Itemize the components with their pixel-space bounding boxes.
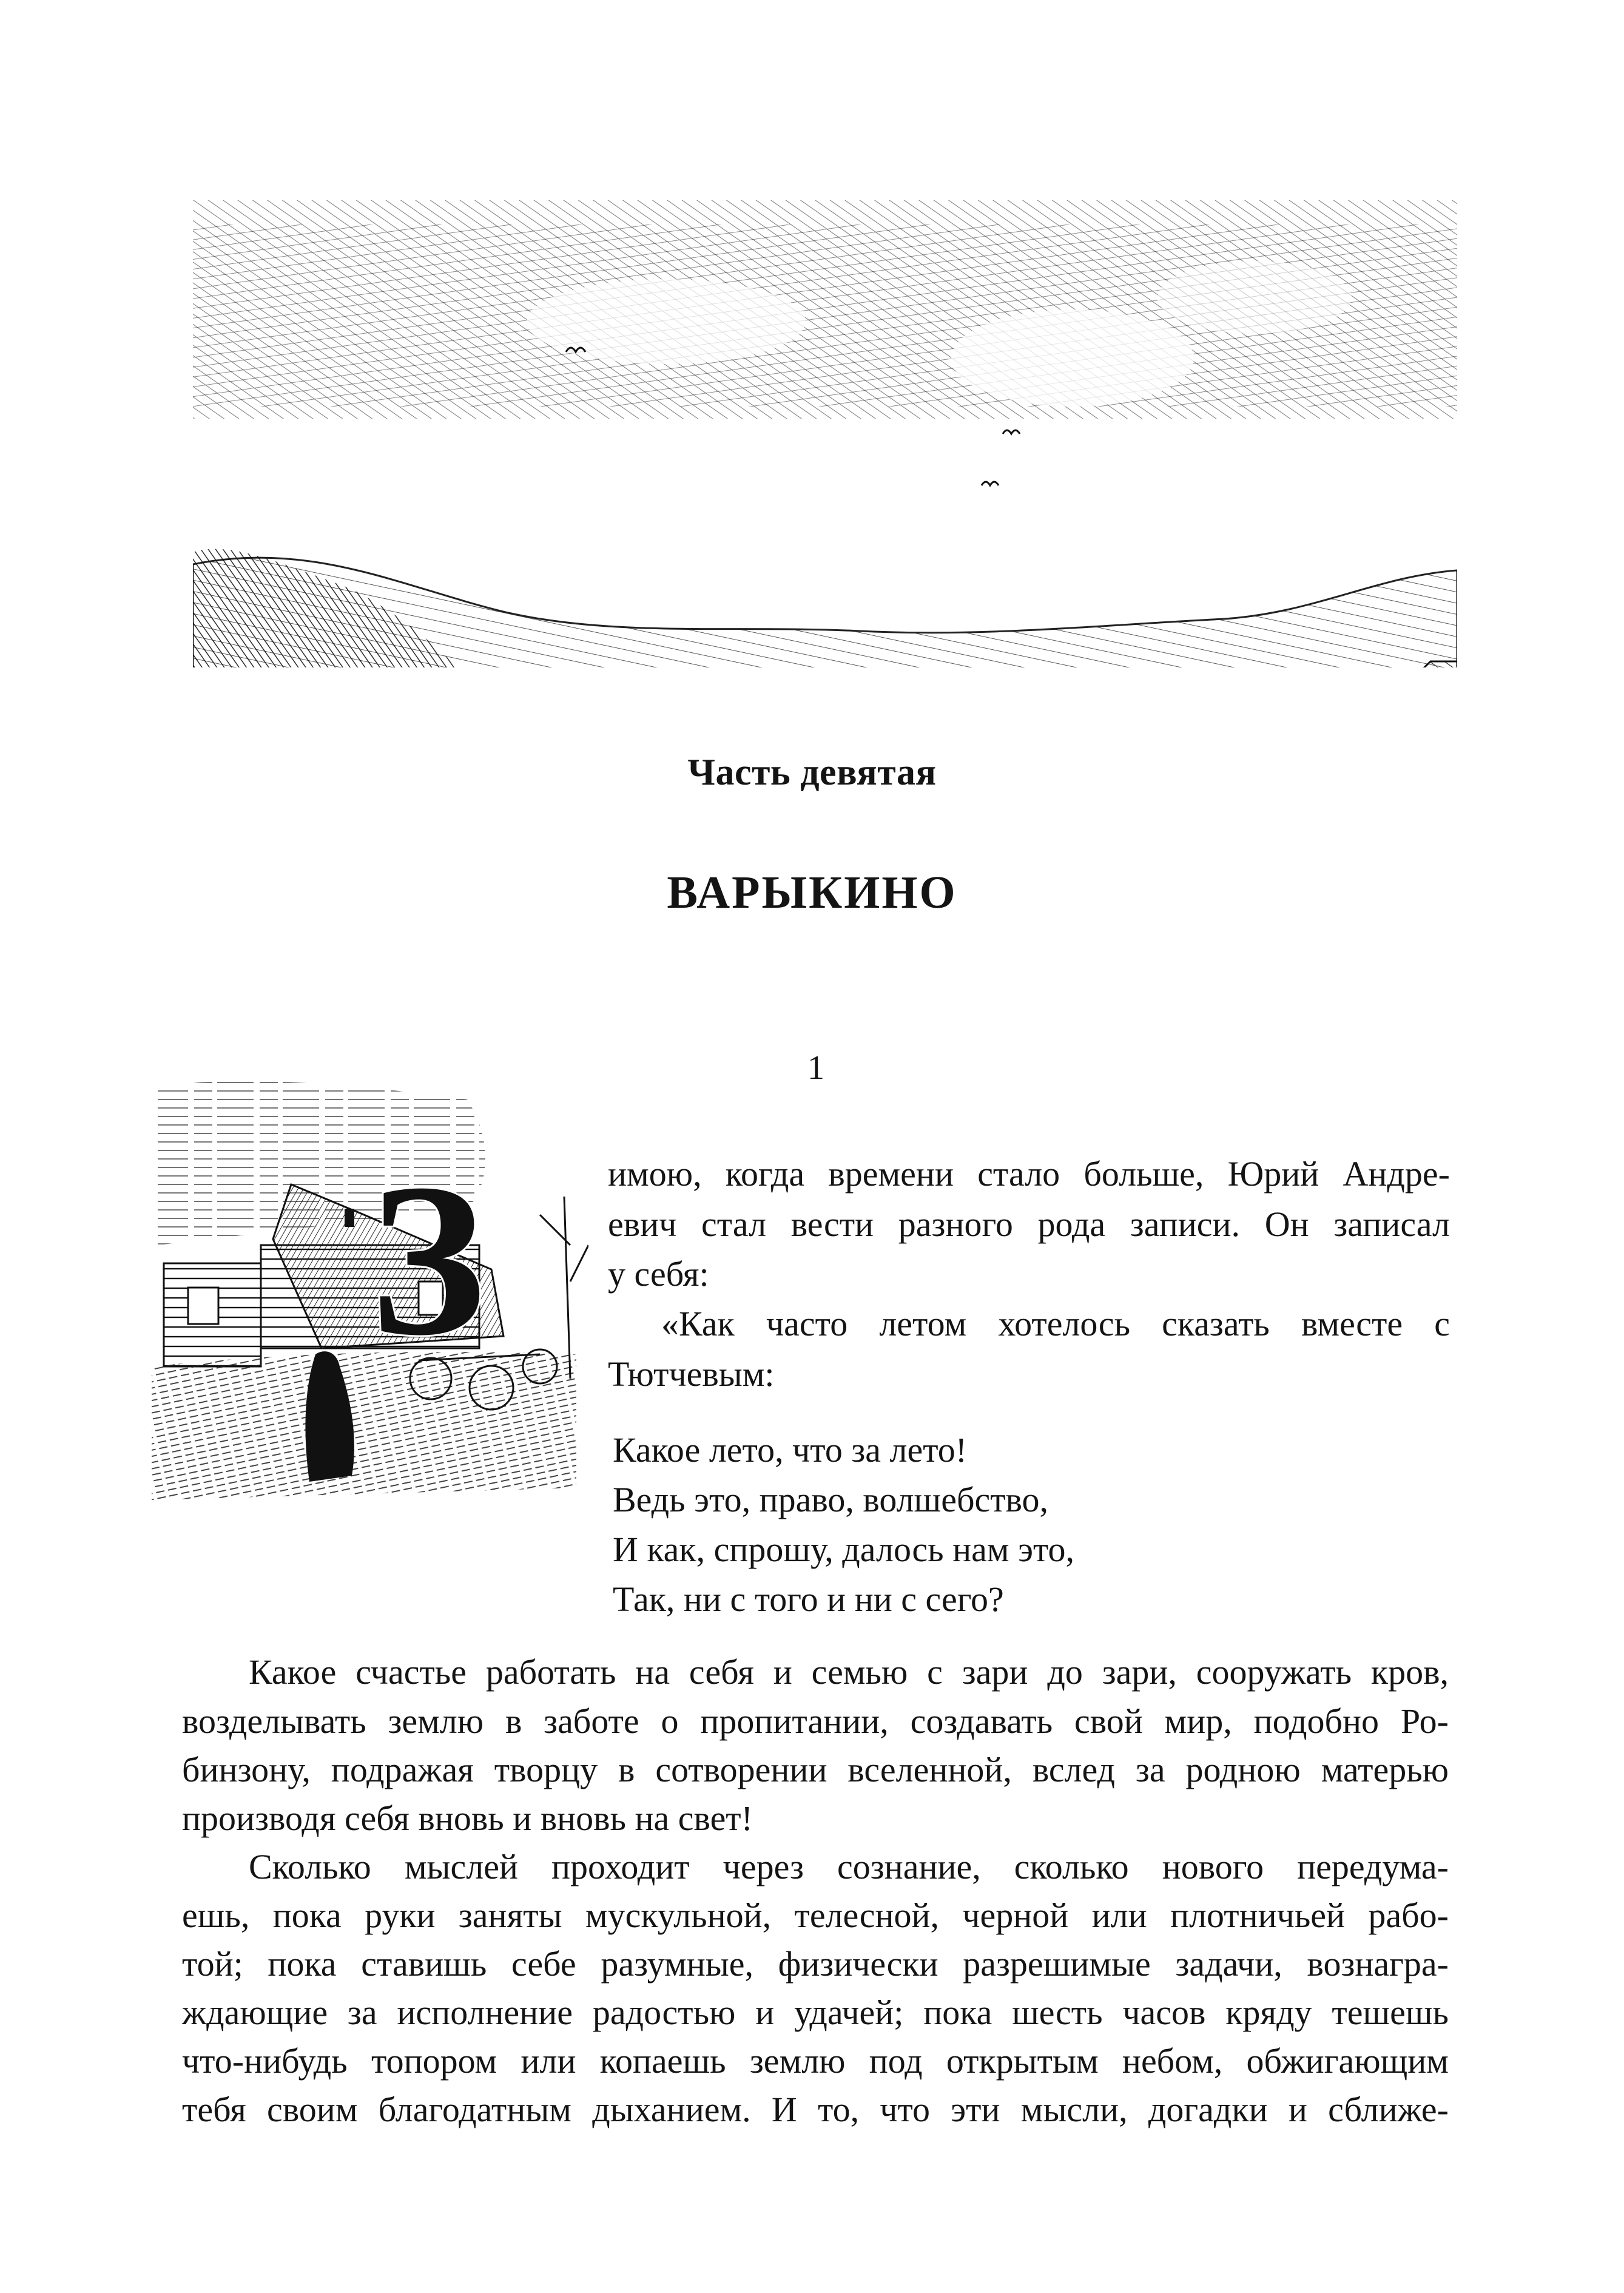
drop-cap-letter: З	[370, 1138, 486, 1380]
text-line: тебя своим благодатным дыханием. И то, что эти мысли, догадки и сближе-	[182, 2090, 1449, 2129]
landscape-illustration	[193, 200, 1457, 667]
text-line: у себя:	[608, 1254, 709, 1294]
part-title: Часть девятая	[687, 752, 937, 793]
section-number: 1	[807, 1049, 824, 1087]
verse-line: И как, спрошу, далось нам это,	[613, 1530, 1075, 1569]
text-line: производя себя вновь и вновь на свет!	[182, 1798, 753, 1838]
text-line: Тютчевым:	[608, 1354, 775, 1394]
verse-line: Какое лето, что за лето!	[613, 1430, 968, 1470]
text-line: «Как часто летом хотелось сказать вместе с	[661, 1304, 1450, 1343]
text-line: Какое счастье работать на себя и семью с зари до зари, сооружать кров,	[249, 1652, 1449, 1692]
text-line: что-нибудь топором или копаешь землю под открытым небом, обжигающим	[182, 2041, 1449, 2081]
text-line: бинзону, подражая творцу в сотворении вселенной, вслед за родною матерью	[182, 1750, 1449, 1789]
text-line: возделывать землю в заботе о пропитании, создавать свой мир, подобно Ро-	[182, 1701, 1449, 1741]
text-line: ждающие за исполнение радостью и удачей; пока шесть часов кряду тешешь	[182, 1993, 1449, 2032]
chapter-title: ВАРЫКИНО	[667, 867, 957, 918]
text-line: евич стал вести разного рода записи. Он записал	[608, 1204, 1450, 1244]
verse-line: Так, ни с того и ни с сего?	[613, 1579, 1004, 1619]
verse-line: Ведь это, право, волшебство,	[613, 1480, 1049, 1519]
text-line: ешь, пока руки заняты мускульной, телесной, черной или плотничьей рабо-	[182, 1896, 1449, 1935]
text-line: имою, когда времени стало больше, Юрий Андре-	[608, 1154, 1450, 1194]
text-line: той; пока ставишь себе разумные, физически разрешимые задачи, вознагра-	[182, 1944, 1449, 1984]
text-line: Сколько мыслей проходит через сознание, сколько нового передума-	[249, 1847, 1449, 1886]
drop-cap-illustration	[152, 1063, 588, 1548]
